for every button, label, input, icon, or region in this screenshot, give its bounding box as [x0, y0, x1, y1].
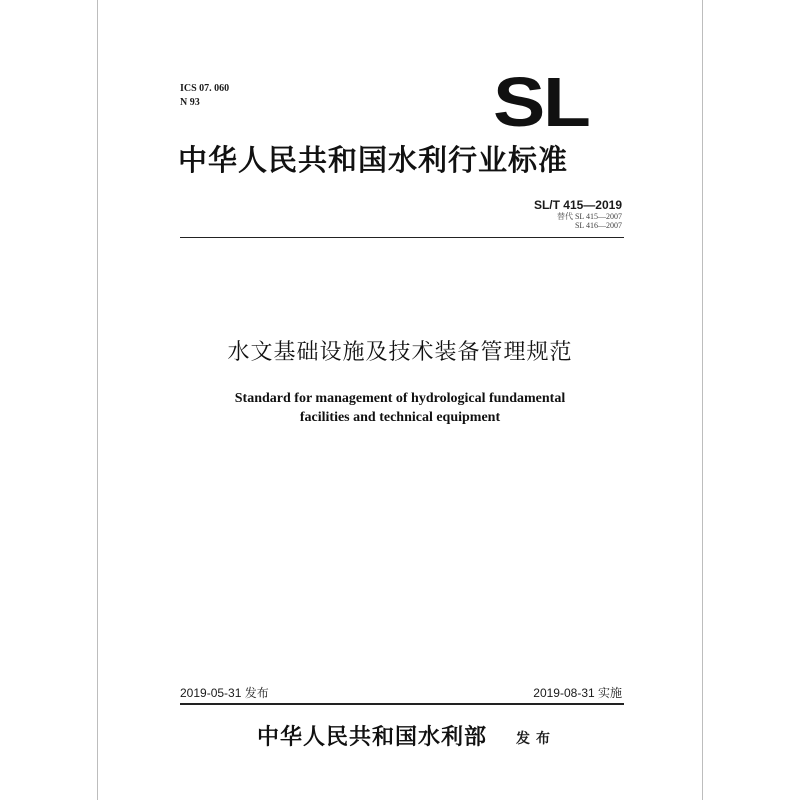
document-title-en-line-2: facilities and technical equipment [299, 410, 501, 425]
document-title-en-line-1: Standard for management of hydrological fundamental [234, 391, 566, 406]
standard-category-title: 中华人民共和国水利行业标准 [178, 145, 569, 177]
replaces-line-2: SL 416—2007 [574, 221, 622, 230]
ccs-code: N 93 [180, 97, 200, 108]
publish-label: 发布 [516, 730, 556, 746]
bottom-divider [180, 703, 624, 705]
publisher-name: 中华人民共和国水利部 [257, 724, 488, 749]
ics-code: ICS 07. 060 [180, 83, 230, 94]
issue-date: 2019-05-31 发布 [180, 686, 269, 700]
standard-code: SL/T 415—2019 [533, 198, 622, 212]
implementation-date: 2019-08-31 实施 [533, 686, 622, 700]
replaces-line-1: 替代 SL 415—2007 [556, 212, 622, 221]
sl-logo: SL [493, 63, 589, 141]
top-divider [180, 237, 624, 238]
document-title-en [0, 389, 800, 427]
document-title-cn: 水文基础设施及技术装备管理规范 [227, 339, 573, 364]
